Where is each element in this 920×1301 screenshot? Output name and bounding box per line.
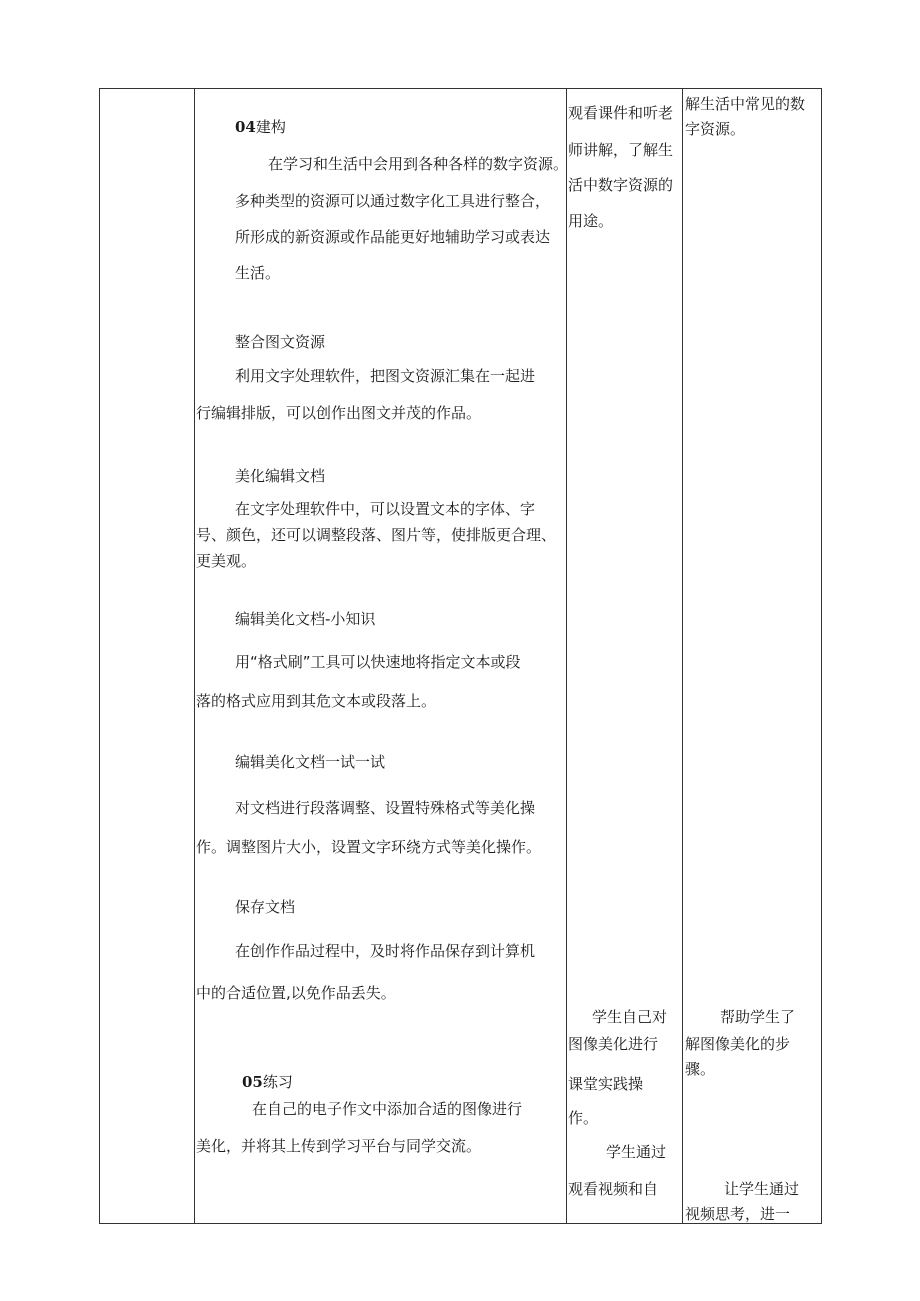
paragraph-line: 用“格式刷”工具可以快速地将指定文本或段 <box>235 653 521 671</box>
subheading-save: 保存文档 <box>235 898 296 916</box>
student-activity-line: 学生自己对 <box>592 1008 668 1026</box>
subheading-integrate: 整合图文资源 <box>235 333 326 351</box>
section-number: 05 <box>242 1073 263 1091</box>
section-number: 04 <box>235 118 256 136</box>
paragraph-line: 在学习和生活中会用到各种各样的数字资源。 <box>268 155 569 173</box>
subheading-try: 编辑美化文档一试一试 <box>235 753 386 771</box>
student-activity-line: 作。 <box>568 1109 599 1127</box>
table-left-border <box>99 88 100 1224</box>
paragraph-line: 作。调整图片大小，设置文字环绕方式等美化操作。 <box>196 838 542 856</box>
design-intent-line: 骤。 <box>685 1060 716 1078</box>
paragraph-line: 号、颜色，还可以调整段落、图片等，使排版更合理、 <box>196 526 557 544</box>
paragraph-line: 行编辑排版，可以创作出图文并茂的作品。 <box>196 404 482 422</box>
table-top-border <box>99 88 822 89</box>
student-activity-line: 课堂实践操 <box>568 1075 644 1093</box>
table-right-border <box>821 88 822 1224</box>
paragraph-line: 在自己的电子作文中添加合适的图像进行 <box>252 1100 523 1118</box>
paragraph-line: 生活。 <box>235 264 281 282</box>
paragraph-line: 多种类型的资源可以通过数字化工具进行整合， <box>235 192 551 210</box>
student-activity-line: 观看视频和自 <box>568 1180 659 1198</box>
subheading-tips: 编辑美化文档-小知识 <box>235 610 376 628</box>
paragraph-line: 落的格式应用到其危文本或段落上。 <box>196 692 437 710</box>
design-intent-line: 解图像美化的步 <box>685 1035 791 1053</box>
student-activity-line: 观看课件和听老 <box>568 104 674 122</box>
student-activity-line: 图像美化进行 <box>568 1035 659 1053</box>
section-title: 练习 <box>262 1073 293 1091</box>
paragraph-line: 在文字处理软件中，可以设置文本的字体、字 <box>235 500 536 518</box>
paragraph-line: 在创作作品过程中，及时将作品保存到计算机 <box>235 942 536 960</box>
paragraph-line: 中的合适位置,以免作品丢失。 <box>196 984 396 1002</box>
paragraph-line: 美化，并将其上传到学习平台与同学交流。 <box>196 1137 482 1155</box>
student-activity-line: 师讲解，了解生 <box>568 141 674 159</box>
student-activity-line: 学生通过 <box>606 1143 667 1161</box>
design-intent-line: 字资源。 <box>685 120 746 138</box>
section-title: 建构 <box>255 118 286 136</box>
paragraph-line: 对文档进行段落调整、设置特殊格式等美化操 <box>235 799 536 817</box>
design-intent-line: 视频思考，进一 <box>685 1205 791 1223</box>
section-heading-practice <box>242 1072 293 1092</box>
subheading-beautify: 美化编辑文档 <box>235 467 326 485</box>
design-intent-line: 解生活中常见的数 <box>685 95 806 113</box>
column-divider-2 <box>566 88 567 1224</box>
paragraph-line: 所形成的新资源或作品能更好地辅助学习或表达 <box>235 228 551 246</box>
design-intent-line: 帮助学生了 <box>720 1008 796 1026</box>
paragraph-line: 利用文字处理软件，把图文资源汇集在一起进 <box>235 367 536 385</box>
design-intent-line: 让学生通过 <box>724 1180 800 1198</box>
student-activity-line: 活中数字资源的 <box>568 176 674 194</box>
student-activity-line: 用途。 <box>568 212 614 230</box>
column-divider-1 <box>194 88 195 1224</box>
paragraph-line: 更美观。 <box>196 552 257 570</box>
column-divider-3 <box>682 88 683 1224</box>
section-heading-construct <box>235 117 286 137</box>
